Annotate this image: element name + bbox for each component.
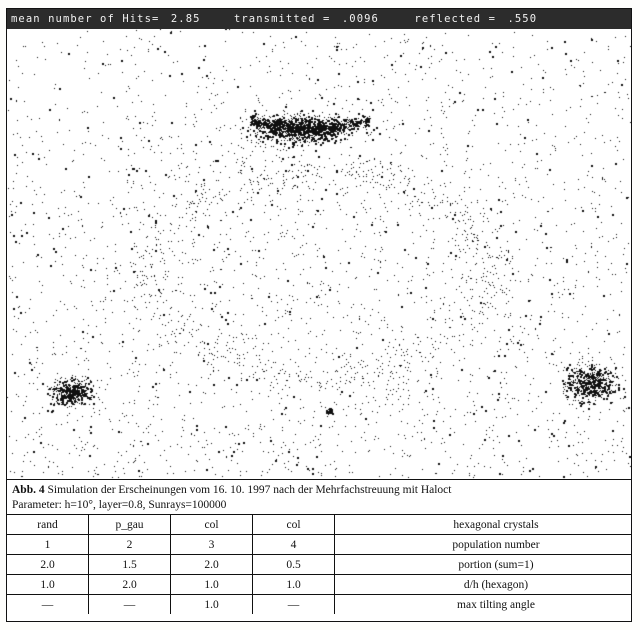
caption-label: Abb. 4	[12, 484, 45, 496]
table-cell: 2.0	[7, 555, 89, 575]
table-cell: population number	[335, 535, 633, 555]
table-cell: 1.0	[253, 575, 335, 595]
scatter-plot	[7, 9, 631, 479]
reflected-label: reflected =	[414, 13, 497, 25]
table-cell: 2	[89, 535, 171, 555]
table-cell: 3	[171, 535, 253, 555]
table-cell: 1.0	[7, 575, 89, 595]
table-header-cell: p_gau	[89, 515, 171, 535]
table-cell: 1.0	[171, 575, 253, 595]
table-cell: 4	[253, 535, 335, 555]
simulation-status-banner	[7, 9, 631, 29]
reflected-value: .550	[507, 13, 538, 25]
table-row	[7, 595, 632, 615]
table-row	[7, 515, 632, 535]
caption-text: Simulation der Erscheinungen vom 16. 10. 1997 nach der Mehrfachstreuung mit Haloct	[47, 484, 452, 496]
table-cell: —	[7, 595, 89, 615]
table-cell: max tilting angle	[335, 595, 633, 615]
table-cell: portion (sum=1)	[335, 555, 633, 575]
table-cell: 1.0	[171, 595, 253, 615]
hits-label: mean number of Hits=	[11, 13, 160, 25]
table-cell: 1	[7, 535, 89, 555]
transmitted-value: .0096	[341, 13, 379, 25]
simulation-image	[7, 9, 631, 479]
transmitted-label: transmitted =	[233, 13, 331, 25]
table-header-cell: hexagonal crystals	[335, 515, 633, 535]
caption-line-2: Parameter: h=10°, layer=0.8, Sunrays=100000	[12, 498, 227, 511]
table-cell: —	[253, 595, 335, 615]
table-cell: —	[89, 595, 171, 615]
table-header-cell: col	[171, 515, 253, 535]
figure-frame	[6, 8, 632, 622]
table-row	[7, 555, 632, 575]
table-header-cell: col	[253, 515, 335, 535]
table-cell: d/h (hexagon)	[335, 575, 633, 595]
table-cell: 2.0	[171, 555, 253, 575]
hits-value: 2.85	[170, 13, 201, 25]
table-row	[7, 575, 632, 595]
table-cell: 2.0	[89, 575, 171, 595]
table-row	[7, 535, 632, 555]
parameter-table	[7, 514, 632, 614]
table-header-cell: rand	[7, 515, 89, 535]
table-cell: 0.5	[253, 555, 335, 575]
figure-caption	[7, 479, 631, 514]
caption-line-1	[12, 483, 626, 498]
table-cell: 1.5	[89, 555, 171, 575]
